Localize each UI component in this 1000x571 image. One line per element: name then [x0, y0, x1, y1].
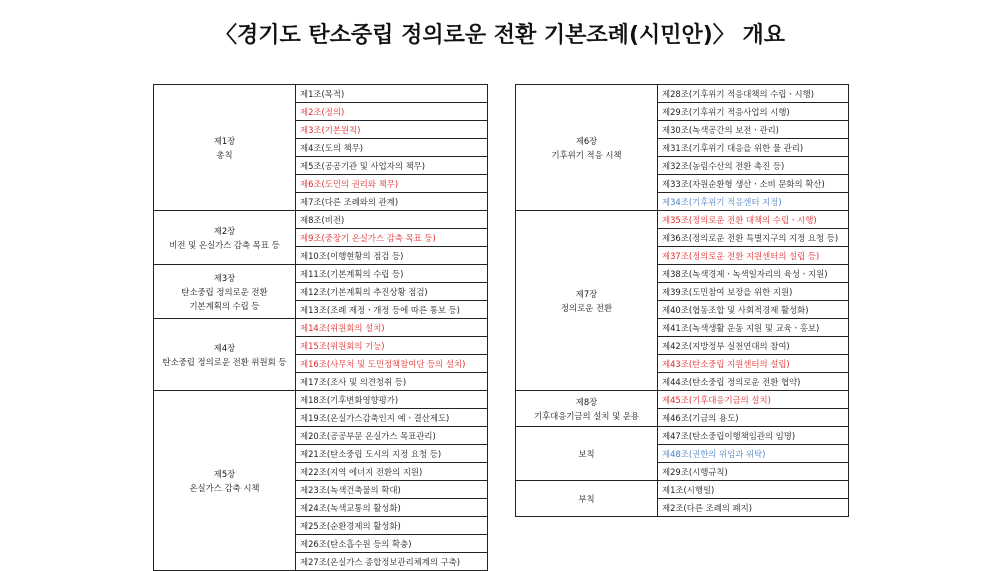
article-cell: 제18조(기후변화영향평가) [296, 391, 488, 409]
article-cell: 제21조(탄소중립 도시의 지정 요청 등) [296, 445, 488, 463]
chapter-label-line: 탄소중립 정의로운 전환 [181, 286, 268, 297]
chapter-label [154, 391, 296, 571]
chapter-label-line: 정의로운 전환 [560, 302, 613, 313]
article-cell: 제1조(목적) [296, 85, 488, 103]
article-cell: 제43조(탄소중립 지원센터의 설립) [658, 355, 849, 373]
article-cell: 제34조(기후위기 적응센터 지정) [658, 193, 849, 211]
chapter-label [154, 265, 296, 319]
chapter-label-line: 제3장 [213, 272, 236, 283]
article-cell: 제29조(기후위기 적응사업의 시행) [658, 103, 849, 121]
article-cell: 제37조(정의로운 전환 지원센터의 설립 등) [658, 247, 849, 265]
article-cell: 제19조(온실가스감축인지 예ㆍ결산제도) [296, 409, 488, 427]
article-cell: 제8조(비전) [296, 211, 488, 229]
chapter-label [516, 211, 658, 391]
article-cell: 제35조(정의로운 전환 대책의 수립ㆍ시행) [658, 211, 849, 229]
chapter-label-line: 제7장 [575, 288, 598, 299]
article-cell: 제5조(공공기관 및 사업자의 책무) [296, 157, 488, 175]
article-cell: 제31조(기후위기 대응을 위한 물 관리) [658, 139, 849, 157]
article-cell: 제12조(기본계획의 추진상황 점검) [296, 283, 488, 301]
article-cell: 제30조(녹색공간의 보전ㆍ관리) [658, 121, 849, 139]
article-cell: 제40조(협동조합 및 사회적경제 활성화) [658, 301, 849, 319]
article-cell: 제41조(녹색생활 운동 지원 및 교육ㆍ홍보) [658, 319, 849, 337]
chapter-label-line: 기본계획의 수립 등 [189, 300, 260, 311]
article-cell: 제20조(공공부문 온실가스 목표관리) [296, 427, 488, 445]
article-cell: 제11조(기본계획의 수립 등) [296, 265, 488, 283]
article-cell: 제4조(도의 책무) [296, 139, 488, 157]
article-cell: 제45조(기후대응기금의 설치) [658, 391, 849, 409]
article-row [516, 85, 849, 103]
article-cell: 제38조(녹색경제ㆍ녹색일자리의 육성ㆍ지원) [658, 265, 849, 283]
article-cell: 제48조(권한의 위임과 위탁) [658, 445, 849, 463]
article-cell: 제29조(시행규칙) [658, 463, 849, 481]
chapter-label-line: 기후위기 적응 시책 [551, 149, 622, 160]
article-cell: 제23조(녹색건축물의 확대) [296, 481, 488, 499]
article-cell: 제47조(탄소중립이행책임관의 임명) [658, 427, 849, 445]
article-cell: 제46조(기금의 용도) [658, 409, 849, 427]
article-cell: 제1조(시행일) [658, 481, 849, 499]
chapter-label-line: 탄소중립 정의로운 전환 위원회 등 [162, 356, 287, 367]
chapter-label [516, 85, 658, 211]
chapter-label [516, 427, 658, 481]
chapter-label [516, 391, 658, 427]
article-row [516, 391, 849, 409]
article-cell: 제22조(지역 에너지 전환의 지원) [296, 463, 488, 481]
chapter-label [154, 319, 296, 391]
article-row [154, 391, 488, 409]
chapter-label [154, 85, 296, 211]
article-cell: 제27조(온실가스 종합정보관리체계의 구축) [296, 553, 488, 571]
article-cell: 제36조(정의로운 전환 특별지구의 지정 요청 등) [658, 229, 849, 247]
article-cell: 제24조(녹색교통의 활성화) [296, 499, 488, 517]
article-cell: 제26조(탄소흡수원 등의 확충) [296, 535, 488, 553]
chapter-label-line: 부칙 [578, 493, 595, 504]
article-cell: 제14조(위원회의 설치) [296, 319, 488, 337]
article-cell: 제32조(농림수산의 전환 촉진 등) [658, 157, 849, 175]
article-cell: 제2조(정의) [296, 103, 488, 121]
chapter-label-line: 제5장 [213, 468, 236, 479]
chapter-label-line: 비전 및 온실가스 감축 목표 등 [169, 239, 280, 250]
article-cell: 제10조(이행현황의 점검 등) [296, 247, 488, 265]
page-title: 〈경기도 탄소중립 정의로운 전환 기본조례(시민안)〉 개요 [215, 23, 785, 48]
article-row [154, 319, 488, 337]
right-outline-body [516, 85, 849, 517]
article-cell: 제2조(다른 조례의 폐지) [658, 499, 849, 517]
article-cell: 제6조(도민의 권리와 책무) [296, 175, 488, 193]
article-row [516, 481, 849, 499]
article-cell: 제9조(중장기 온실가스 감축 목표 등) [296, 229, 488, 247]
article-row [516, 211, 849, 229]
chapter-label-line: 제8장 [575, 396, 598, 407]
article-row [154, 85, 488, 103]
article-cell: 제44조(탄소중립 정의로운 전환 협약) [658, 373, 849, 391]
article-row [154, 265, 488, 283]
article-cell: 제28조(기후위기 적응대책의 수립ㆍ시행) [658, 85, 849, 103]
article-cell: 제39조(도민참여 보장을 위한 지원) [658, 283, 849, 301]
article-cell: 제13조(조례 제정ㆍ개정 등에 따른 통보 등) [296, 301, 488, 319]
chapter-label-line: 제2장 [213, 225, 236, 236]
chapter-label-line: 기후대응기금의 설치 및 운용 [533, 410, 640, 421]
article-cell: 제25조(순환경제의 활성화) [296, 517, 488, 535]
article-cell: 제15조(위원회의 기능) [296, 337, 488, 355]
article-row [154, 211, 488, 229]
chapter-label-line: 총칙 [216, 149, 233, 160]
chapter-label [154, 211, 296, 265]
chapter-label-line: 보칙 [578, 448, 595, 459]
article-cell: 제3조(기본원칙) [296, 121, 488, 139]
article-cell: 제7조(다른 조례와의 관계) [296, 193, 488, 211]
left-outline-body [154, 85, 488, 571]
chapter-label-line: 제4장 [213, 342, 236, 353]
left-outline-table [153, 84, 488, 571]
article-cell: 제33조(자원순환형 생산ㆍ소비 문화의 확산) [658, 175, 849, 193]
chapter-label-line: 제6장 [575, 135, 598, 146]
article-cell: 제42조(지방정부 실천연대의 참여) [658, 337, 849, 355]
article-cell: 제16조(사무처 및 도민정책참여단 등의 설치) [296, 355, 488, 373]
chapter-label-line: 제1장 [213, 135, 236, 146]
chapter-label-line: 온실가스 감축 시책 [189, 482, 260, 493]
article-cell: 제17조(조사 및 의견청취 등) [296, 373, 488, 391]
chapter-label [516, 481, 658, 517]
article-row [516, 427, 849, 445]
right-outline-table [515, 84, 849, 517]
